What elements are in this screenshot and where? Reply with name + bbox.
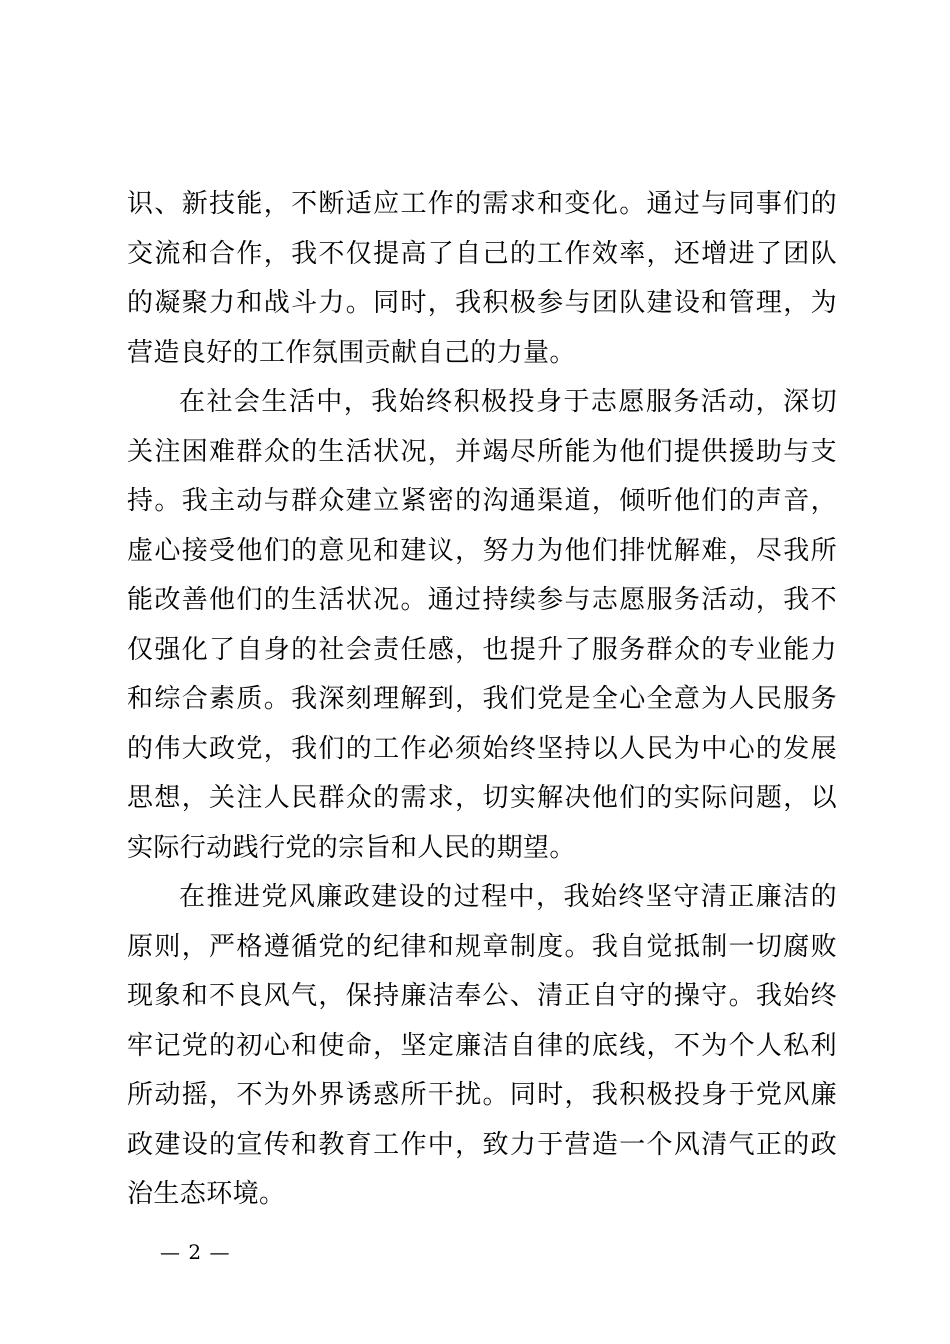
paragraph-1: 识、新技能，不断适应工作的需求和变化。通过与同事们的交流和合作，我不仅提高了自己的工作效率，还增进了团队的凝聚力和战斗力。同时，我积极参与团队建设和管理，为营造良好的工作氛围贡献自己的力量。 xyxy=(127,189,837,368)
paragraph-3: 在推进党风廉政建设的过程中，我始终坚守清正廉洁的原则，严格遵循党的纪律和规章制度。我自觉抵制一切腐败现象和不良风气，保持廉洁奉公、清正自守的操守。我始终牢记党的初心和使命，坚定廉洁自律的底线，不为个人私利所动摇，不为外界诱惑所干扰。同时，我积极投身于党风廉政建设的宣传和教育工作中，致力于营造一个风清气正的政治生态环境。 xyxy=(127,882,837,1209)
body-text xyxy=(127,180,837,1220)
page-number: — 2 — xyxy=(160,1240,231,1264)
paragraph-2: 在社会生活中，我始终积极投身于志愿服务活动，深切关注困难群众的生活状况，并竭尽所能为他们提供援助与支持。我主动与群众建立紧密的沟通渠道，倾听他们的声音，虚心接受他们的意见和建议，努力为他们排忧解难，尽我所能改善他们的生活状况。通过持续参与志愿服务活动，我不仅强化了自身的社会责任感，也提升了服务群众的专业能力和综合素质。我深刻理解到，我们党是全心全意为人民服务的伟大政党，我们的工作必须始终坚持以人民为中心的发展思想，关注人民群众的需求，切实解决他们的实际问题，以实际行动践行党的宗旨和人民的期望。 xyxy=(127,387,837,863)
